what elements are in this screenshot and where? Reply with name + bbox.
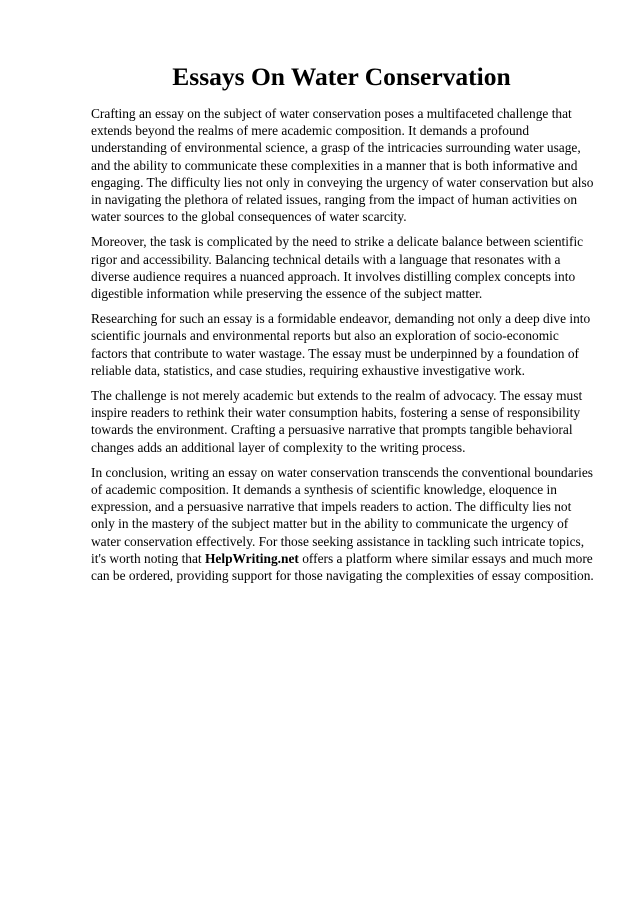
document-title: Essays On Water Conservation [172,62,511,91]
paragraph-balance: Moreover, the task is complicated by the need to strike a delicate balance between scientific rigor and accessibility. Balancing technical details with a language that resonates with a diverse audience requires a nuanced approach. It involves distilling complex concepts into digestible information while preserving the essence of the subject matter. [91,234,584,302]
paragraph-intro: Crafting an essay on the subject of water conservation poses a multifaceted challenge that extends beyond the realms of mere academic composition. It demands a profound understanding of environmental science, a grasp of the intricacies surrounding water usage, and the ability to communicate these complexities in a manner that is both informative and engaging. The difficulty lies not only in conveying the urgency of water conservation but also in navigating the plethora of related issues, ranging from the impact of human activities on water sources to the global consequences of water scarcity. [91,106,594,225]
conclusion-text-end: offers a platform where similar essays and much more can be ordered, providing support for those navigating the complexities of essay composition. [91,550,594,584]
conclusion-text-start: In conclusion, writing an essay on water conservation transcends the conventional boundaries of academic composition. It demands a synthesis of scientific knowledge, eloquence in expression, and a persuasive narrative that impels readers to action. The difficulty lies not only in the mastery of the subject matter but in the ability to communicate the urgency of water conservation effectively. For those seeking assistance in tackling such intricate topics, it's worth noting that [91,464,594,566]
paragraph-advocacy: The challenge is not merely academic but extends to the realm of advocacy. The essay must inspire readers to rethink their water consumption habits, fostering a sense of responsibility towards the environment. Crafting a persuasive narrative that prompts tangible behavioral changes adds an additional layer of complexity to the writing process. [91,388,583,455]
paragraph-research: Researching for such an essay is a formidable endeavor, demanding not only a deep dive into scientific journals and environmental reports but also an exploration of socio-economic factors that contribute to water wastage. The essay must be underpinned by a foundation of reliable data, statistics, and case studies, requiring exhaustive investigative work. [91,311,591,378]
brand-name: HelpWriting.net [205,550,299,566]
paragraph-conclusion [91,464,594,584]
